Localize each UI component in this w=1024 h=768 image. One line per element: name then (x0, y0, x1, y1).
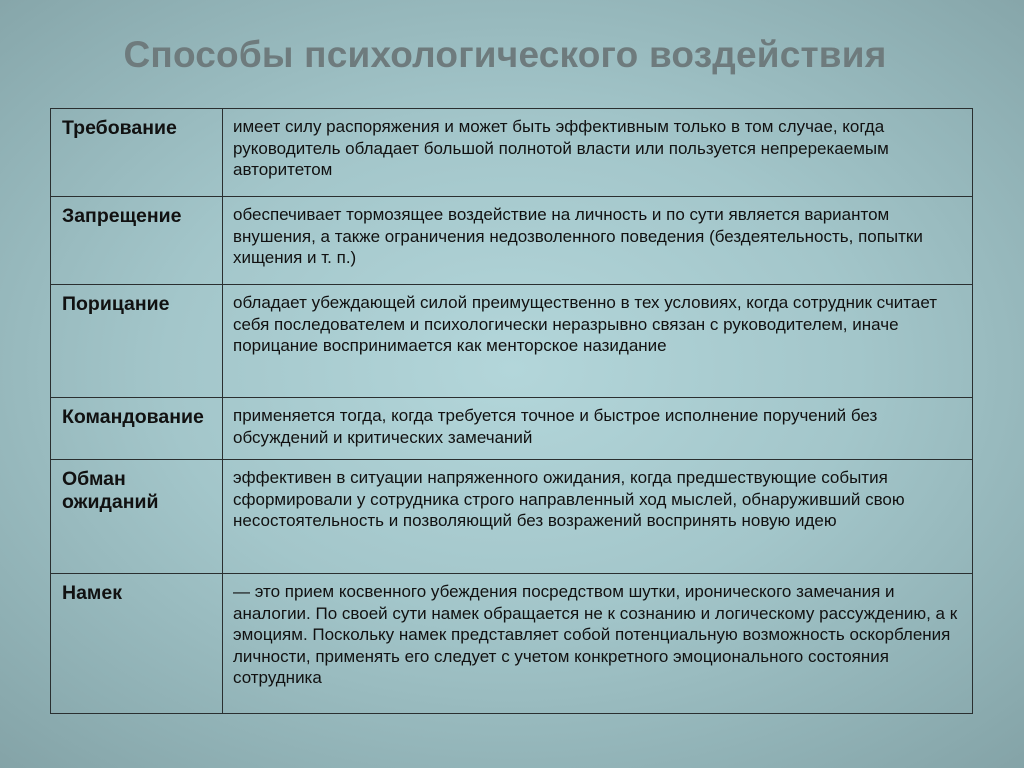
method-term: Командование (51, 398, 223, 460)
table-row (51, 398, 973, 460)
method-term: Намек (51, 574, 223, 714)
method-description: обладает убеждающей силой преимущественно в тех условиях, когда сотрудник считает себя последователем и психологически неразрывно связан с руководителем, иначе порицание воспринимается как менторское назидание (223, 285, 973, 398)
slide-title: Способы психологического воздействия (123, 34, 887, 75)
table-row (51, 109, 973, 197)
methods-table (50, 108, 973, 714)
method-term: Обман ожиданий (51, 460, 223, 574)
table-row (51, 197, 973, 285)
table-row (51, 460, 973, 574)
table-row (51, 574, 973, 714)
method-term: Запрещение (51, 197, 223, 285)
method-description: — это прием косвенного убеждения посредством шутки, иронического замечания и аналогии. По своей сути намек обращается не к сознанию и логическому рассуждению, а к эмоциям. Поскольку намек представляет собой потенциальную возможность оскорбления личности, применять его следует с учетом конкретного эмоционального состояния сотрудника (223, 574, 973, 714)
method-description: эффективен в ситуации напряженного ожидания, когда предшествующие события сформировали у сотрудника строго направленный ход мыслей, обнаруживший свою несостоятельность и позволяющий без возражений воспринять новую идею (223, 460, 973, 574)
method-description: имеет силу распоряжения и может быть эффективным только в том случае, когда руководитель обладает большой полнотой власти или пользуется непререкаемым авторитетом (223, 109, 973, 197)
method-term: Требование (51, 109, 223, 197)
method-description: применяется тогда, когда требуется точное и быстрое исполнение поручений без обсуждений и критических замечаний (223, 398, 973, 460)
table-row (51, 285, 973, 398)
method-description: обеспечивает тормозящее воздействие на личность и по сути является вариантом внушения, а также ограничения недозволенного поведения (бездеятельность, попытки хищения и т. п.) (223, 197, 973, 285)
method-term: Порицание (51, 285, 223, 398)
